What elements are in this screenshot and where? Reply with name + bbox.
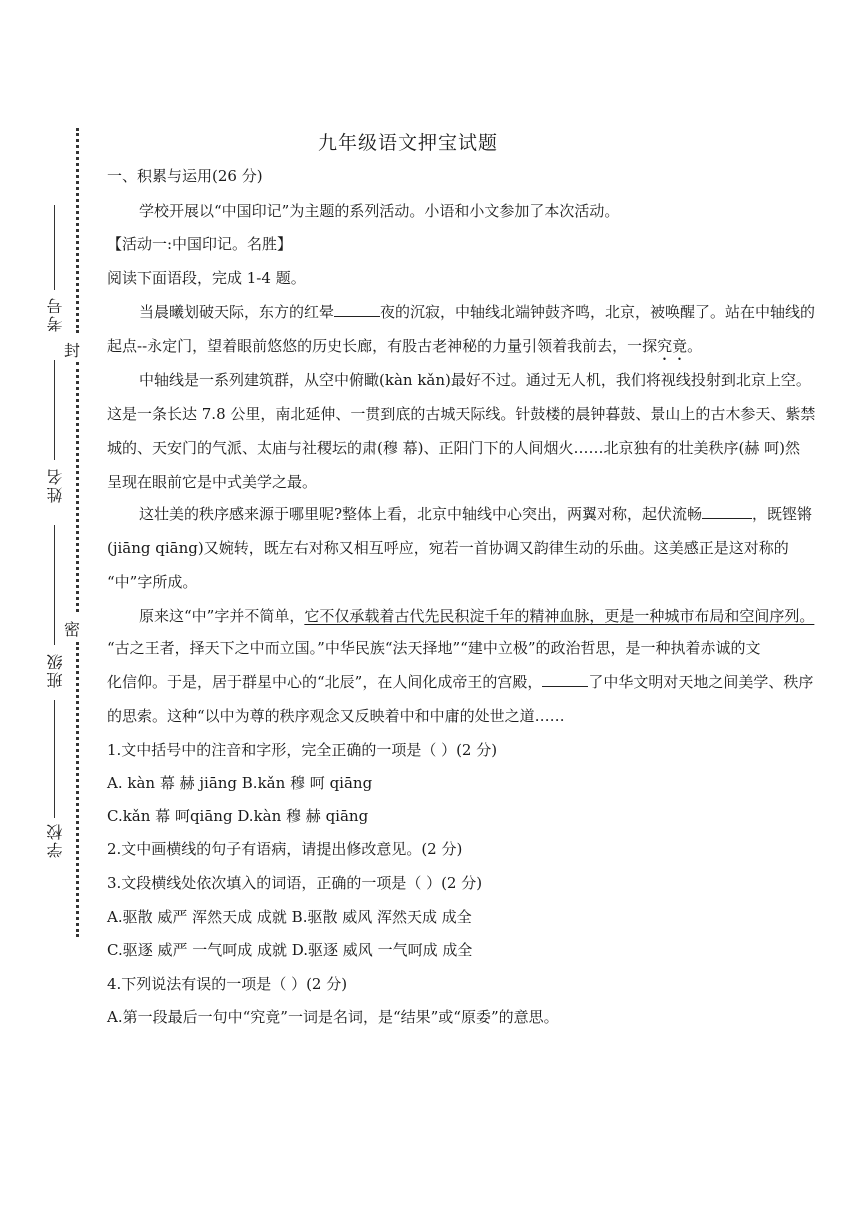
question-3: 3.文段横线处依次填入的词语，正确的一项是（ ）(2 分) [107,874,483,892]
text-span: 了中华文明对天地之间美学、秩序 [588,673,814,691]
seal-char-bottom: 密 [64,620,81,639]
seal-char-top: 封 [64,341,81,360]
question-1-options-ab: A. kàn 幕 赫 jiāng B.kǎn 穆 呵 qiāng [107,774,373,792]
paragraph-1-line-2 [107,336,702,364]
question-1: 1.文中括号中的注音和字形，完全正确的一项是（ ）(2 分) [107,741,498,759]
page-title: 九年级语文押宝试题 [317,132,498,154]
paragraph-4-line-1 [139,606,814,626]
paragraph-4-line-4: 的思索。这种“以中为尊的秩序观念又反映着中和中庸的处世之道…… [107,707,565,725]
exam-number-label: 考号 [46,296,65,332]
seal-dotted-line [76,642,83,937]
paragraph-4-line-2: “古之王者，择天下之中而立国。”中华民族“法天择地”“建中立极”的政治哲思，是一种执着赤诚的文 [107,639,761,657]
emphasized-word: 究竟 [657,337,688,355]
paragraph-1-line-1 [139,302,815,322]
exam-number-line [54,205,55,290]
intro-text: 学校开展以“中国印记”为主题的系列活动。小语和小文参加了本次活动。 [139,202,620,220]
paragraph-2-line-1: 中轴线是一系列建筑群，从空中俯瞰(kàn kǎn)最好不过。通过无人机，我们将视线投射到北京上空。 [139,371,811,389]
paragraph-4-line-3 [107,672,813,692]
text-span: 当晨曦划破天际，东方的红晕 [139,303,335,321]
school-label: 学校 [46,822,65,858]
activity-heading: 【活动一:中国印记。名胜】 [107,235,293,253]
paragraph-3-line-1 [139,504,812,524]
text-span: 化信仰。于是，居于群星中心的“北辰”，在人间化成帝王的宫殿， [107,673,543,691]
question-2: 2.文中画横线的句子有语病，请提出修改意见。(2 分) [107,840,463,858]
fill-blank [542,672,588,687]
class-label: 班级 [46,652,65,688]
name-line [54,360,55,460]
paragraph-2-line-4: 呈现在眼前它是中式美学之最。 [107,473,318,491]
paragraph-2-line-3: 城的、天安门的气派、太庙与社稷坛的肃(穆 幕)、正阳门下的人间烟火……北京独有的壮美秩序(赫 呵)然 [107,439,800,457]
text-span: 起点--永定门，望着眼前悠悠的历史长廊，有股古老神秘的力量引领着我前去，一探 [107,337,658,355]
reading-instruction: 阅读下面语段，完成 1-4 题。 [107,269,306,287]
underlined-sentence: 它不仅承载着古代先民积淀千年的精神血脉，更是一种城市布局和空间序列。 [304,607,815,625]
question-3-options-ab: A.驱散 威严 浑然天成 成就 B.驱散 威风 浑然天成 成全 [107,908,472,926]
question-4-option-a: A.第一段最后一句中“究竟”一词是名词，是“结果”或“原委”的意思。 [107,1008,559,1026]
fill-blank [702,504,752,519]
paragraph-2-line-2: 这是一条长达 7.8 公里，南北延伸、一贯到底的古城天际线。针鼓楼的晨钟暮鼓、景山上的古木参天、紫禁 [107,405,816,423]
text-span: 这壮美的秩序感来源于哪里呢?整体上看，北京中轴线中心突出，两翼对称，起伏流畅 [139,505,703,523]
fill-blank [334,302,380,317]
seal-dotted-line [76,362,83,612]
binding-margin [0,0,105,1215]
section-heading: 一、积累与运用(26 分) [107,167,263,185]
paragraph-3-line-3: “中”字所成。 [107,573,198,591]
question-3-options-cd: C.驱逐 威严 一气呵成 成就 D.驱逐 威风 一气呵成 成全 [107,941,473,959]
text-span: 原来这“中”字并不简单， [139,607,305,625]
question-1-options-cd: C.kǎn 幕 呵qiāng D.kàn 穆 赫 qiāng [107,807,369,825]
name-label: 姓名 [46,467,65,503]
text-span: 夜的沉寂，中轴线北端钟鼓齐鸣，北京，被唤醒了。站在中轴线的 [380,303,816,321]
question-4: 4.下列说法有误的一项是（ ）(2 分) [107,975,348,993]
text-span: ，既铿锵 [752,505,813,523]
paragraph-3-line-2: (jiāng qiāng)又婉转，既左右对称又相互呼应，宛若一首协调又韵律生动的乐曲。这美感正是这对称的 [107,539,789,557]
text-span: 。 [687,337,703,355]
class-line [54,525,55,645]
seal-dotted-line [76,128,83,333]
school-line [54,700,55,818]
